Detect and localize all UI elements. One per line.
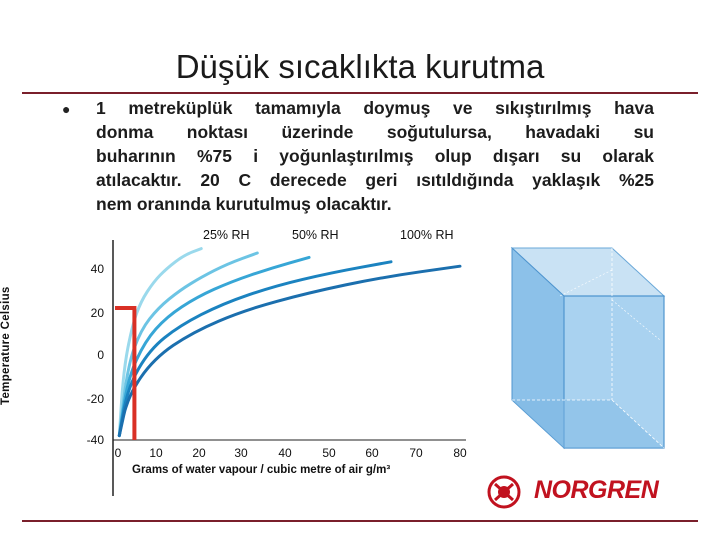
x-tick-label: 70 <box>409 446 423 460</box>
x-tick-label: 60 <box>365 446 379 460</box>
rh-curve-4 <box>119 262 391 436</box>
bullet-line: nem oranında kurutulmuş olacaktır. <box>96 194 392 214</box>
curve-label-25: 25% RH <box>203 228 250 242</box>
y-tick-label: 40 <box>90 262 104 276</box>
bullet-line: 1 metreküplük tamamıyla doymuş ve sıkıştırılmış hava <box>96 98 654 118</box>
logo-wordmark: NORGREN <box>534 476 659 504</box>
x-tick-label: 50 <box>322 446 336 460</box>
x-tick-label: 30 <box>234 446 248 460</box>
x-tick-label: 40 <box>278 446 292 460</box>
y-tick-label: 20 <box>90 306 104 320</box>
x-axis-title: Grams of water vapour / cubic metre of air g/m³ <box>132 464 391 476</box>
x-tick-label: 20 <box>192 446 206 460</box>
y-tick-label: 0 <box>97 348 104 362</box>
bullet-icon: ● <box>62 101 71 117</box>
bullet-line: donma noktası üzerinde soğutulursa, havadaki su <box>96 122 654 142</box>
x-tick-label: 0 <box>114 446 122 460</box>
curves-group <box>119 249 460 436</box>
bullet-line: buharının %75 i yoğunlaştırılmış olup dışarı su olarak <box>96 146 654 166</box>
y-tick-label: -20 <box>86 392 104 406</box>
slide-title: Düşük sıcaklıkta kurutma <box>175 48 545 85</box>
y-axis-title: Temperature Celsius <box>0 286 12 405</box>
y-tick-label: -40 <box>86 433 104 447</box>
curve-label-50: 50% RH <box>292 228 339 242</box>
curve-label-100: 100% RH <box>400 228 454 242</box>
rh-curve-5 <box>119 266 460 435</box>
x-tick-label: 80 <box>453 446 467 460</box>
bullet-line: atılacaktır. 20 C derecede geri ısıtıldığında yaklaşık %25 <box>96 170 654 190</box>
x-tick-label: 10 <box>149 446 163 460</box>
chart-axes <box>113 240 466 496</box>
bottom-divider <box>22 520 698 522</box>
cube-illustration <box>512 248 664 448</box>
